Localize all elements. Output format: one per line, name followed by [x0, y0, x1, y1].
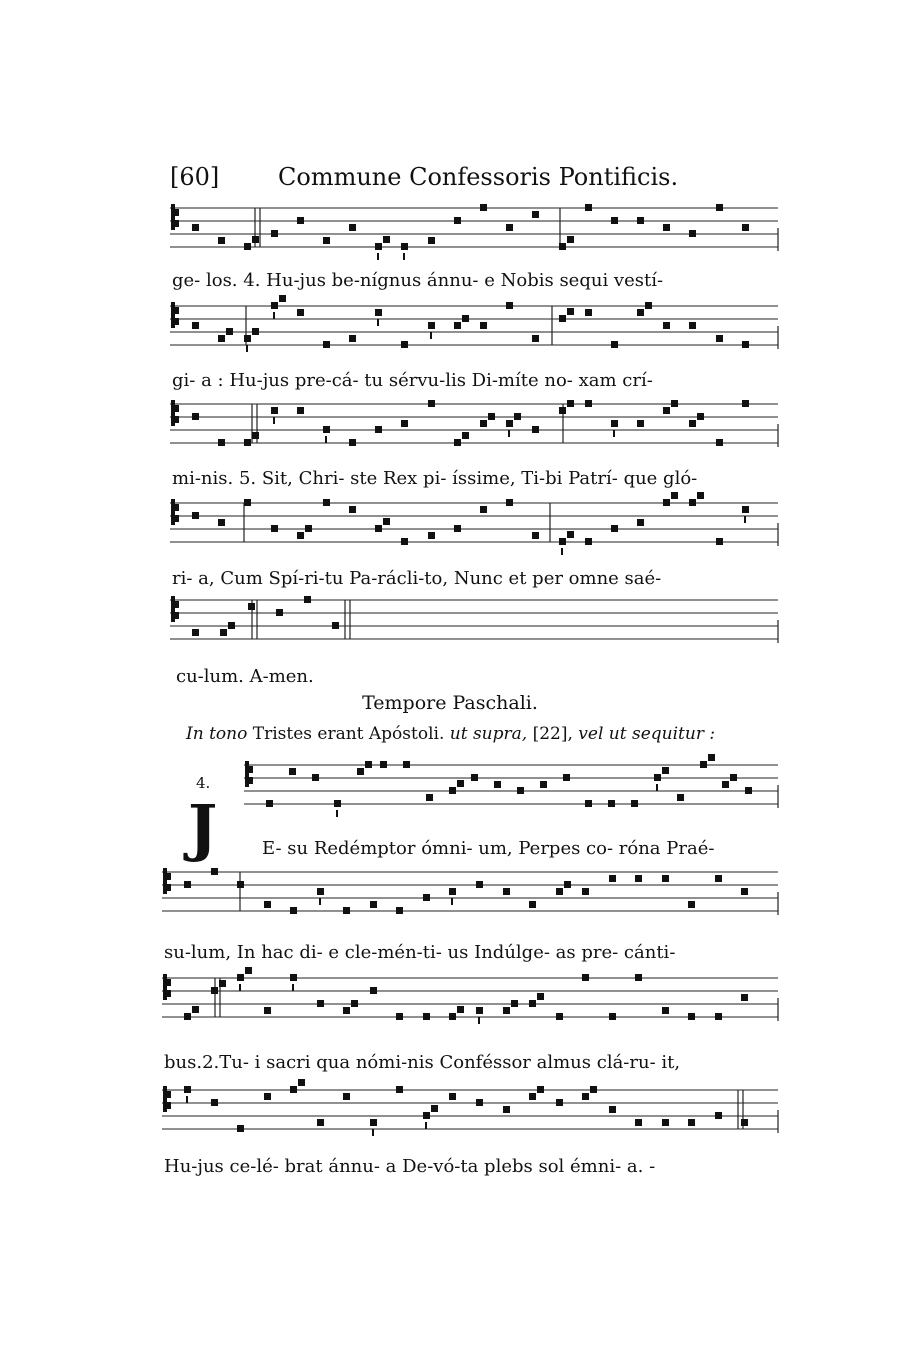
- page-header: [170, 160, 770, 194]
- neume: [537, 993, 544, 1000]
- neume: [654, 774, 661, 781]
- neume: [454, 322, 461, 329]
- neume: [192, 322, 199, 329]
- neume: [192, 224, 199, 231]
- neume: [742, 224, 749, 231]
- neume: [494, 781, 501, 788]
- rubric-ref: [22],: [532, 724, 573, 744]
- neume: [174, 220, 179, 227]
- neume: [425, 1122, 427, 1129]
- neume: [449, 1013, 456, 1020]
- neume: [383, 236, 390, 243]
- neume: [585, 400, 592, 407]
- neume: [343, 1007, 350, 1014]
- neume: [166, 884, 171, 891]
- neume: [426, 794, 433, 801]
- neume: [317, 1119, 324, 1126]
- neume: [365, 761, 372, 768]
- neume: [559, 315, 566, 322]
- neume: [506, 224, 513, 231]
- neume: [567, 400, 574, 407]
- neume: [745, 787, 752, 794]
- neume: [375, 426, 382, 433]
- neume: [396, 907, 403, 914]
- neume: [248, 766, 253, 773]
- neume: [245, 761, 249, 787]
- neume: [252, 432, 259, 439]
- neume: [163, 868, 167, 894]
- neume: [471, 774, 478, 781]
- neume: [428, 322, 435, 329]
- neume: [689, 420, 696, 427]
- neume: [556, 888, 563, 895]
- neume: [325, 436, 327, 443]
- section-heading: Tempore Paschali.: [362, 692, 538, 714]
- neume: [312, 774, 319, 781]
- neume: [532, 335, 539, 342]
- neume: [166, 1102, 171, 1109]
- neume: [462, 432, 469, 439]
- neume: [656, 784, 658, 791]
- neume: [671, 400, 678, 407]
- neume: [428, 400, 435, 407]
- neume: [741, 1119, 748, 1126]
- neume: [166, 990, 171, 997]
- neume: [585, 204, 592, 211]
- neume: [351, 1000, 358, 1007]
- neume: [401, 341, 408, 348]
- neume: [741, 994, 748, 1001]
- neume: [184, 1086, 191, 1093]
- neume: [266, 800, 273, 807]
- neume: [271, 525, 278, 532]
- neume: [540, 781, 547, 788]
- neume: [637, 217, 644, 224]
- neume: [252, 328, 259, 335]
- neume: [741, 888, 748, 895]
- neume: [476, 1007, 483, 1014]
- neume: [349, 439, 356, 446]
- neume: [567, 308, 574, 315]
- neume: [192, 512, 199, 519]
- neume: [506, 302, 513, 309]
- neume: [377, 319, 379, 326]
- neume: [184, 1013, 191, 1020]
- neume: [478, 1017, 480, 1024]
- neume: [297, 532, 304, 539]
- neume: [218, 237, 225, 244]
- neume: [561, 548, 563, 555]
- neume: [264, 1093, 271, 1100]
- neume: [383, 518, 390, 525]
- neume: [171, 302, 175, 328]
- neume: [273, 312, 275, 319]
- neume: [297, 407, 304, 414]
- neume: [480, 322, 487, 329]
- neume: [742, 400, 749, 407]
- neume: [192, 413, 199, 420]
- neume: [590, 1086, 597, 1093]
- neume: [480, 204, 487, 211]
- neume: [403, 761, 410, 768]
- lyric-line-8: bus.2.Tu- i sacri qua nómi-nis Conféssor almus clá-ru- it,: [164, 1052, 681, 1073]
- neume: [171, 400, 175, 426]
- neume: [716, 439, 723, 446]
- neume: [290, 907, 297, 914]
- neume: [559, 243, 566, 250]
- neume: [244, 243, 251, 250]
- neume: [349, 506, 356, 513]
- neume: [276, 609, 283, 616]
- neume: [529, 1000, 536, 1007]
- neume: [688, 901, 695, 908]
- neume: [237, 1125, 244, 1132]
- neume: [662, 1007, 669, 1014]
- neume: [192, 1006, 199, 1013]
- neume: [567, 236, 574, 243]
- neume: [174, 504, 179, 511]
- neume: [237, 974, 244, 981]
- neume: [449, 787, 456, 794]
- neume: [462, 315, 469, 322]
- neume: [742, 506, 749, 513]
- neume: [273, 417, 275, 424]
- neume: [305, 525, 312, 532]
- neume: [428, 532, 435, 539]
- neume: [380, 761, 387, 768]
- neume: [218, 519, 225, 526]
- lyric-line-3: mi-nis. 5. Sit, Chri- ste Rex pi- íssime, Ti-bi Patrí- que gló-: [172, 468, 698, 489]
- neume: [688, 1013, 695, 1020]
- neume: [323, 237, 330, 244]
- neume: [396, 1013, 403, 1020]
- neume: [715, 1013, 722, 1020]
- neume: [663, 499, 670, 506]
- neume: [166, 979, 171, 986]
- neume: [567, 531, 574, 538]
- neume: [244, 499, 251, 506]
- lyric-line-6: E- su Redémptor ómni- um, Perpes co- róna Praé-: [262, 838, 715, 859]
- neume: [163, 974, 167, 1000]
- neume: [163, 1086, 167, 1112]
- neume: [174, 307, 179, 314]
- neume: [401, 538, 408, 545]
- neume: [454, 525, 461, 532]
- neume: [457, 1006, 464, 1013]
- neume: [332, 622, 339, 629]
- neume: [449, 888, 456, 895]
- neume: [403, 253, 405, 260]
- neume: [708, 754, 715, 761]
- neume: [582, 888, 589, 895]
- neume: [532, 426, 539, 433]
- neume: [508, 430, 510, 437]
- lyric-line-1: ge- los. 4. Hu-jus be-nígnus ánnu- e Nobis sequi vestí-: [172, 270, 664, 291]
- verse-number: 4.: [196, 774, 211, 792]
- neume: [289, 768, 296, 775]
- neume: [611, 420, 618, 427]
- neume: [529, 901, 536, 908]
- neume: [529, 1093, 536, 1100]
- neume: [428, 237, 435, 244]
- neume: [264, 901, 271, 908]
- neume: [635, 1119, 642, 1126]
- neume: [252, 236, 259, 243]
- neume: [271, 230, 278, 237]
- neume: [377, 253, 379, 260]
- page-number: [60]: [170, 163, 220, 191]
- neume: [220, 629, 227, 636]
- neume: [556, 1099, 563, 1106]
- neume: [192, 629, 199, 636]
- neume: [480, 420, 487, 427]
- neume: [689, 230, 696, 237]
- neume: [401, 243, 408, 250]
- neume: [292, 984, 294, 991]
- neume: [503, 1106, 510, 1113]
- neume: [431, 1105, 438, 1112]
- neume: [298, 1079, 305, 1086]
- neume: [343, 1093, 350, 1100]
- neume: [218, 439, 225, 446]
- neume: [480, 506, 487, 513]
- neume: [375, 525, 382, 532]
- neume: [503, 1007, 510, 1014]
- neume: [228, 622, 235, 629]
- neume: [372, 1129, 374, 1136]
- neume: [582, 1093, 589, 1100]
- neume: [611, 341, 618, 348]
- neume: [609, 1106, 616, 1113]
- neume: [635, 875, 642, 882]
- neume: [582, 974, 589, 981]
- neume: [166, 1091, 171, 1098]
- neume: [317, 888, 324, 895]
- neume: [488, 413, 495, 420]
- neume: [517, 787, 524, 794]
- neume: [297, 217, 304, 224]
- neume: [454, 439, 461, 446]
- neume: [476, 1099, 483, 1106]
- neume: [174, 612, 179, 619]
- neume: [556, 1013, 563, 1020]
- neume: [304, 596, 311, 603]
- neume: [514, 413, 521, 420]
- neume: [171, 499, 175, 525]
- neume: [609, 875, 616, 882]
- neume: [375, 309, 382, 316]
- neume: [264, 1007, 271, 1014]
- rubric: [186, 722, 786, 746]
- neume: [271, 407, 278, 414]
- neume: [349, 335, 356, 342]
- neume: [611, 525, 618, 532]
- neume: [662, 1119, 669, 1126]
- page-title: Commune Confessoris Pontificis.: [278, 163, 679, 191]
- neume: [506, 420, 513, 427]
- neume: [688, 1119, 695, 1126]
- neume: [671, 492, 678, 499]
- neume: [585, 800, 592, 807]
- neume: [715, 1112, 722, 1119]
- neume: [323, 499, 330, 506]
- neume: [244, 335, 251, 342]
- neume: [423, 894, 430, 901]
- neume: [343, 907, 350, 914]
- neume: [246, 345, 248, 352]
- neume: [637, 420, 644, 427]
- lyric-line-9: Hu-jus ce-lé- brat ánnu- a De-vó-ta plebs sol émni- a. -: [164, 1156, 656, 1177]
- neume: [451, 898, 453, 905]
- neume: [271, 302, 278, 309]
- drop-capital: J: [188, 791, 218, 864]
- neume: [662, 767, 669, 774]
- neume: [166, 873, 171, 880]
- neume: [211, 868, 218, 875]
- neume: [357, 768, 364, 775]
- neume: [174, 515, 179, 522]
- neume: [401, 420, 408, 427]
- neume: [645, 302, 652, 309]
- neume: [248, 777, 253, 784]
- neume: [218, 335, 225, 342]
- neume: [245, 967, 252, 974]
- neume: [423, 1112, 430, 1119]
- neume: [174, 209, 179, 216]
- neume: [563, 774, 570, 781]
- neume: [663, 224, 670, 231]
- rubric-in-tono: In tono: [186, 724, 248, 744]
- neume: [677, 794, 684, 801]
- neume: [716, 335, 723, 342]
- lyric-line-5: cu-lum. A-men.: [176, 666, 314, 687]
- neume: [611, 217, 618, 224]
- neume: [244, 439, 251, 446]
- neume: [349, 224, 356, 231]
- neume: [559, 407, 566, 414]
- neume: [370, 987, 377, 994]
- neume: [237, 881, 244, 888]
- neume: [226, 328, 233, 335]
- neume: [454, 217, 461, 224]
- neume: [174, 601, 179, 608]
- neume: [370, 901, 377, 908]
- neume: [211, 987, 218, 994]
- neume: [396, 1086, 403, 1093]
- neume: [663, 322, 670, 329]
- neume: [476, 881, 483, 888]
- neume: [336, 810, 338, 817]
- rubric-hymn: Tristes erant Apóstoli.: [252, 724, 445, 744]
- neume: [239, 984, 241, 991]
- neume: [219, 980, 226, 987]
- neume: [171, 596, 175, 622]
- neume: [585, 538, 592, 545]
- neume: [532, 211, 539, 218]
- neume: [635, 974, 642, 981]
- neume: [609, 1013, 616, 1020]
- neume: [559, 538, 566, 545]
- neume: [564, 881, 571, 888]
- neume: [662, 875, 669, 882]
- neume: [186, 1096, 188, 1103]
- neume: [716, 204, 723, 211]
- neume: [511, 1000, 518, 1007]
- neume: [697, 492, 704, 499]
- neume: [290, 1086, 297, 1093]
- neume: [449, 1093, 456, 1100]
- neume: [174, 416, 179, 423]
- neume: [532, 532, 539, 539]
- neume: [744, 516, 746, 523]
- neume: [637, 519, 644, 526]
- neume: [722, 781, 729, 788]
- neume: [700, 761, 707, 768]
- neume: [715, 875, 722, 882]
- neume: [423, 1013, 430, 1020]
- lyric-line-7: su-lum, In hac di- e cle-mén-ti- us Indúlge- as pre- cánti-: [164, 942, 676, 963]
- neume: [375, 243, 382, 250]
- neume: [174, 405, 179, 412]
- neume: [184, 881, 191, 888]
- neume: [248, 603, 255, 610]
- rubric-ut-supra: ut supra,: [449, 724, 528, 744]
- neume: [370, 1119, 377, 1126]
- neume: [637, 309, 644, 316]
- neume: [730, 774, 737, 781]
- neume: [211, 1099, 218, 1106]
- neume: [742, 341, 749, 348]
- neume: [697, 413, 704, 420]
- neume: [317, 1000, 324, 1007]
- neume: [457, 780, 464, 787]
- neume: [319, 898, 321, 905]
- neume: [174, 318, 179, 325]
- neume: [506, 499, 513, 506]
- neume: [689, 322, 696, 329]
- neume: [608, 800, 615, 807]
- rubric-vel: vel ut sequitur :: [578, 724, 716, 744]
- neume: [537, 1086, 544, 1093]
- neume: [279, 295, 286, 302]
- neume: [503, 888, 510, 895]
- neume: [430, 332, 432, 339]
- neume: [585, 309, 592, 316]
- neume: [323, 426, 330, 433]
- neume: [631, 800, 638, 807]
- lyric-line-2: gi- a : Hu-jus pre-cá- tu sérvu-lis Di-míte no- xam crí-: [172, 370, 653, 391]
- neume: [334, 800, 341, 807]
- lyric-line-4: ri- a, Cum Spí-ri-tu Pa-rácli-to, Nunc et per omne saé-: [172, 568, 662, 589]
- neume: [613, 430, 615, 437]
- neume: [290, 974, 297, 981]
- neume: [716, 538, 723, 545]
- neume: [323, 341, 330, 348]
- neume: [297, 309, 304, 316]
- neume: [171, 204, 175, 230]
- neume: [663, 407, 670, 414]
- neume: [689, 499, 696, 506]
